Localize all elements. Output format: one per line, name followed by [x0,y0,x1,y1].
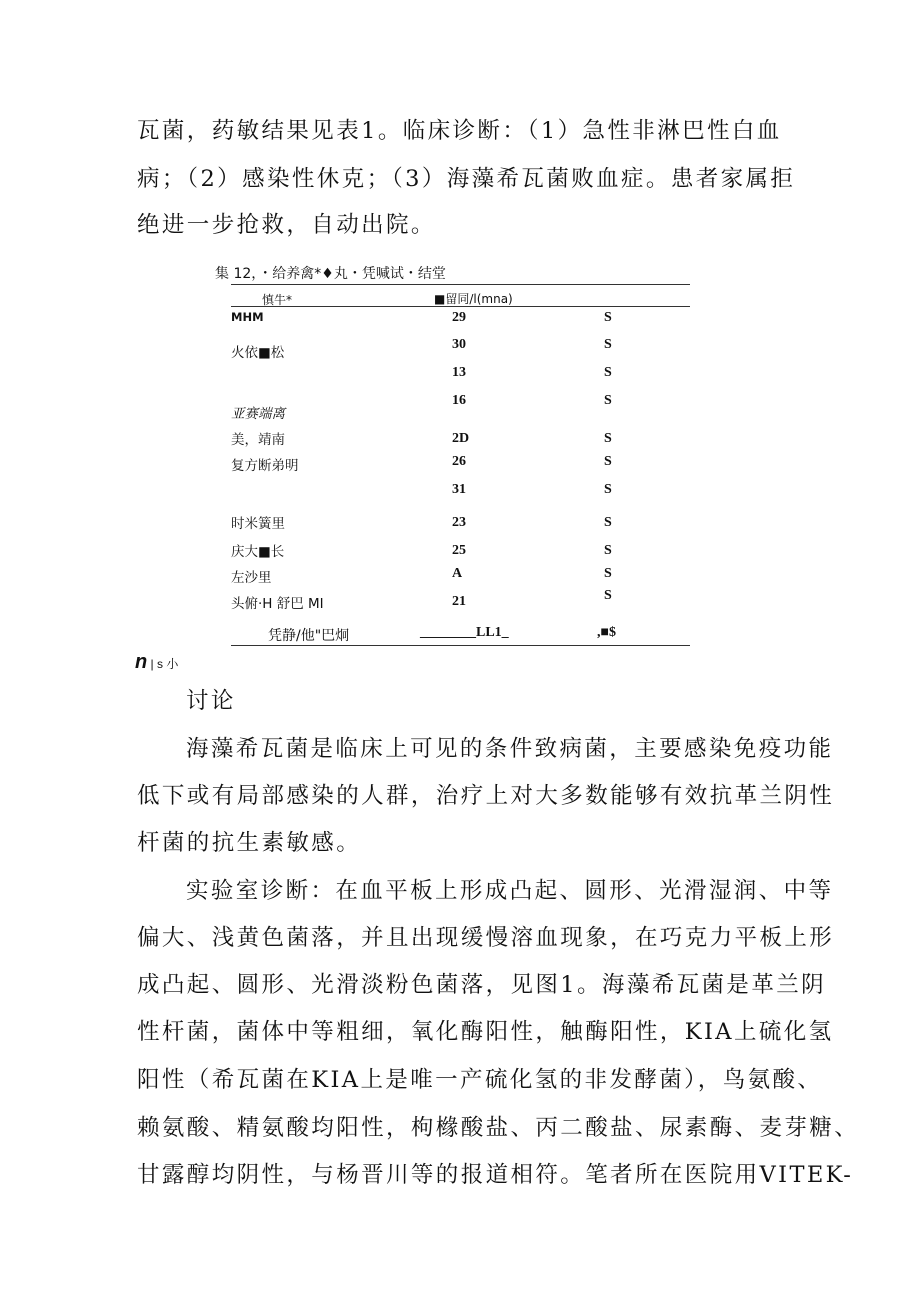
table-header-col2: ■留同/l(mna) [434,292,513,306]
paragraph-line: 偏大、浅黄色菌落，并且出现缓慢溶血现象，在巧克力平板上形 [137,925,835,951]
paragraph-line: 杆菌的抗生素敏感。 [137,830,362,856]
paragraph-line: 绝进一步抢救，自动出院。 [137,212,436,238]
artifact-small: | s 小 [147,657,179,671]
table-cell-result: S [604,543,612,558]
table-cell-result: S [604,310,612,325]
table-cell-value: 21 [452,594,466,609]
table-cell-result: S [604,393,612,408]
table-cell-result: S [604,337,612,352]
paragraph-line: 低下或有局部感染的人群，治疗上对大多数能够有效抗革兰阴性 [137,783,835,809]
table-cell-value: 26 [452,454,466,469]
paragraph-line: 阳性（希瓦菌在KIA上是唯一产硫化氢的非发酵菌），鸟氨酸、 [137,1067,823,1093]
table-cell-result: S [604,588,612,603]
table-cell-name: 头俯·H 舒巴 MI [231,596,324,612]
table-top-rule [231,284,690,285]
table-cell-value: 13 [452,365,466,380]
table-cell-result: S [604,365,612,380]
table-cell-result: S [604,566,612,581]
table-header-col1: 慎牛* [262,293,293,307]
table-header-rule [231,306,690,307]
paragraph-line: 赖氨酸、精氨酸均阳性，枸橼酸盐、丙二酸盐、尿素酶、麦芽糖、 [137,1115,860,1141]
table-cell-result: S [604,515,612,530]
paragraph-line: 实验室诊断：在血平板上形成凸起、圆形、光滑湿润、中等 [186,878,834,904]
table-footer-result: ,■$ [597,625,616,640]
table-cell-value: 29 [452,310,466,325]
table-cell-name: 火依■松 [231,345,285,361]
table-title: 集 12，・给养禽*♦丸・凭喊试・结堂 [215,266,446,282]
table-bottom-rule [231,645,690,646]
table-footer-value: ________LL1_ [420,625,509,640]
paragraph-line: 病；（2）感染性休克；（3）海藻希瓦菌败血症。患者家属拒 [137,166,796,192]
section-heading: 讨论 [186,688,236,714]
table-cell-value: 16 [452,393,466,408]
table-cell-value: A [452,566,463,581]
table-cell-value: 25 [452,543,466,558]
table-cell-name: 美，靖南 [231,432,285,448]
table-cell-result: S [604,482,612,497]
paragraph-line: 瓦菌，药敏结果见表1。临床诊断：（1）急性非淋巴性白血 [137,118,782,144]
table-cell-value: 31 [452,482,466,497]
paragraph-line: 性杆菌，菌体中等粗细，氧化酶阳性，触酶阳性，KIA上硫化氢 [137,1019,834,1045]
table-cell-name: 左沙里 [231,570,272,586]
artifact-big: n [135,651,148,673]
artifact-text [135,651,178,674]
paragraph-line: 海藻希瓦菌是临床上可见的条件致病菌，主要感染免疫功能 [186,736,834,762]
table-footer-name: 凭静/他"巴炯 [268,628,350,644]
table-cell-name: 时米簧里 [231,516,285,532]
table-cell-name: 亚赛端离 [231,406,285,422]
table-cell-name: 复方断弟明 [231,458,299,474]
table-cell-value: 2D [452,431,470,446]
table-cell-value: 30 [452,337,466,352]
paragraph-line: 甘露醇均阴性，与杨晋川等的报道相符。笔者所在医院用VITEK- [137,1162,854,1188]
table-cell-value: 23 [452,515,466,530]
table-cell-name: 庆大■长 [231,544,285,560]
paragraph-line: 成凸起、圆形、光滑淡粉色菌落，见图1。海藻希瓦菌是革兰阴 [137,972,827,998]
table-cell-name: MHM [231,310,264,324]
table-cell-result: S [604,454,612,469]
table-cell-result: S [604,431,612,446]
